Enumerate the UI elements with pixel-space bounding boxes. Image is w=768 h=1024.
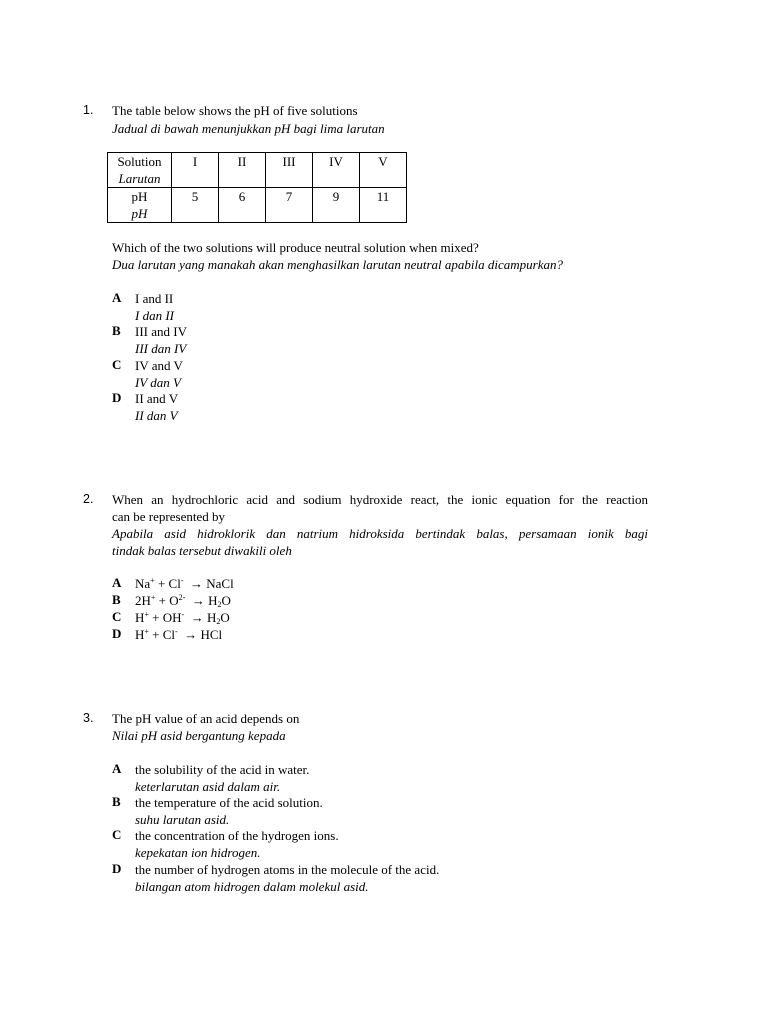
option-text-ms: III dan IV [135,341,187,356]
option-text-ms: I dan II [135,308,174,323]
option-text-ms: suhu larutan asid. [135,812,230,827]
question-3-stem-ms: Nilai pH asid bergantung kepada [112,728,286,743]
option-text-ms: kepekatan ion hidrogen. [135,845,261,860]
option-letter: D [112,861,122,876]
option-text-en: the solubility of the acid in water. [135,762,310,777]
q2-option-b[interactable] [112,592,412,609]
table-row-ph [108,188,407,223]
question-3-stem-en: The pH value of an acid depends on [112,711,300,726]
question-1-question-en: Which of the two solutions will produce neutral solution when mixed? [112,240,479,255]
question-3-number: 3. [83,711,94,725]
equation-a: Na+ + Cl- → NaCl [135,576,234,591]
option-text-en: I and II [135,291,174,306]
table-cell-solution: II [219,153,266,188]
ph-table [107,152,407,223]
table-row-label-cell [108,188,172,223]
equation-c: $H^+ + OH^- \to H_2O$ [135,610,230,626]
table-cell-solution: V [360,153,407,188]
question-1-stem-en: The table below shows the pH of five solutions [112,103,358,118]
question-1-question-ms: Dua larutan yang manakah akan menghasilkan larutan neutral apabila dicampurkan? [112,257,563,272]
option-letter: B [112,794,121,809]
option-letter: A [112,290,122,305]
option-letter: A [112,575,122,590]
question-2-stem-ms-line-2: tindak balas tersebut diwakili oleh [112,543,292,558]
table-cell-ph: 9 [313,188,360,223]
option-letter: C [112,827,122,842]
table-cell-ph: 7 [266,188,313,223]
option-text-en: IV and V [135,358,183,373]
q2-option-c[interactable] [112,609,412,626]
table-cell-solution: I [172,153,219,188]
option-text-en: the temperature of the acid solution. [135,795,323,810]
option-text-ms: II dan V [135,408,178,423]
table-header-en: Solution [117,154,162,169]
q2-option-d[interactable] [112,626,412,643]
table-row-solution [108,153,407,188]
table-cell-ph: 11 [360,188,407,223]
option-letter: C [112,357,122,372]
option-text-ms: bilangan atom hidrogen dalam molekul asid. [135,879,369,894]
option-letter: B [112,592,121,607]
option-text-en: II and V [135,391,179,406]
option-letter: D [112,390,122,405]
question-2-stem-en-line-2: can be represented by [112,509,225,524]
option-letter: D [112,626,122,641]
equation-d: H+ + Cl- → HCl [135,627,223,642]
question-2-stem-ms-line-1: Apabila asid hidroklorik dan natrium hidroksida bertindak balas, persamaan ionik bagi [112,526,648,541]
option-text-en: the number of hydrogen atoms in the molecule of the acid. [135,862,440,877]
table-cell-ph: 5 [172,188,219,223]
table-row-label-ms: pH [131,206,148,221]
equation-b: $2H^+ + O^{2-} \to H_2O$ [135,593,231,609]
option-letter: C [112,609,122,624]
table-header-ms: Larutan [118,171,161,186]
question-1-stem-ms: Jadual di bawah menunjukkan pH bagi lima larutan [112,121,385,136]
option-text-ms: IV dan V [135,375,181,390]
option-text-en: the concentration of the hydrogen ions. [135,828,339,843]
question-2-stem-en-line-1: When an hydrochloric acid and sodium hydroxide react, the ionic equation for the reaction [112,492,648,507]
option-text-en: III and IV [135,324,187,339]
question-2-number: 2. [83,492,94,506]
q2-option-a[interactable] [112,575,412,592]
table-row-label-en: pH [131,189,148,204]
question-1-number: 1. [83,103,94,117]
table-cell-solution: IV [313,153,360,188]
option-text-ms: keterlarutan asid dalam air. [135,779,281,794]
table-cell-ph: 6 [219,188,266,223]
option-letter: A [112,761,122,776]
option-letter: B [112,323,121,338]
table-cell-solution: III [266,153,313,188]
table-header-cell [108,153,172,188]
